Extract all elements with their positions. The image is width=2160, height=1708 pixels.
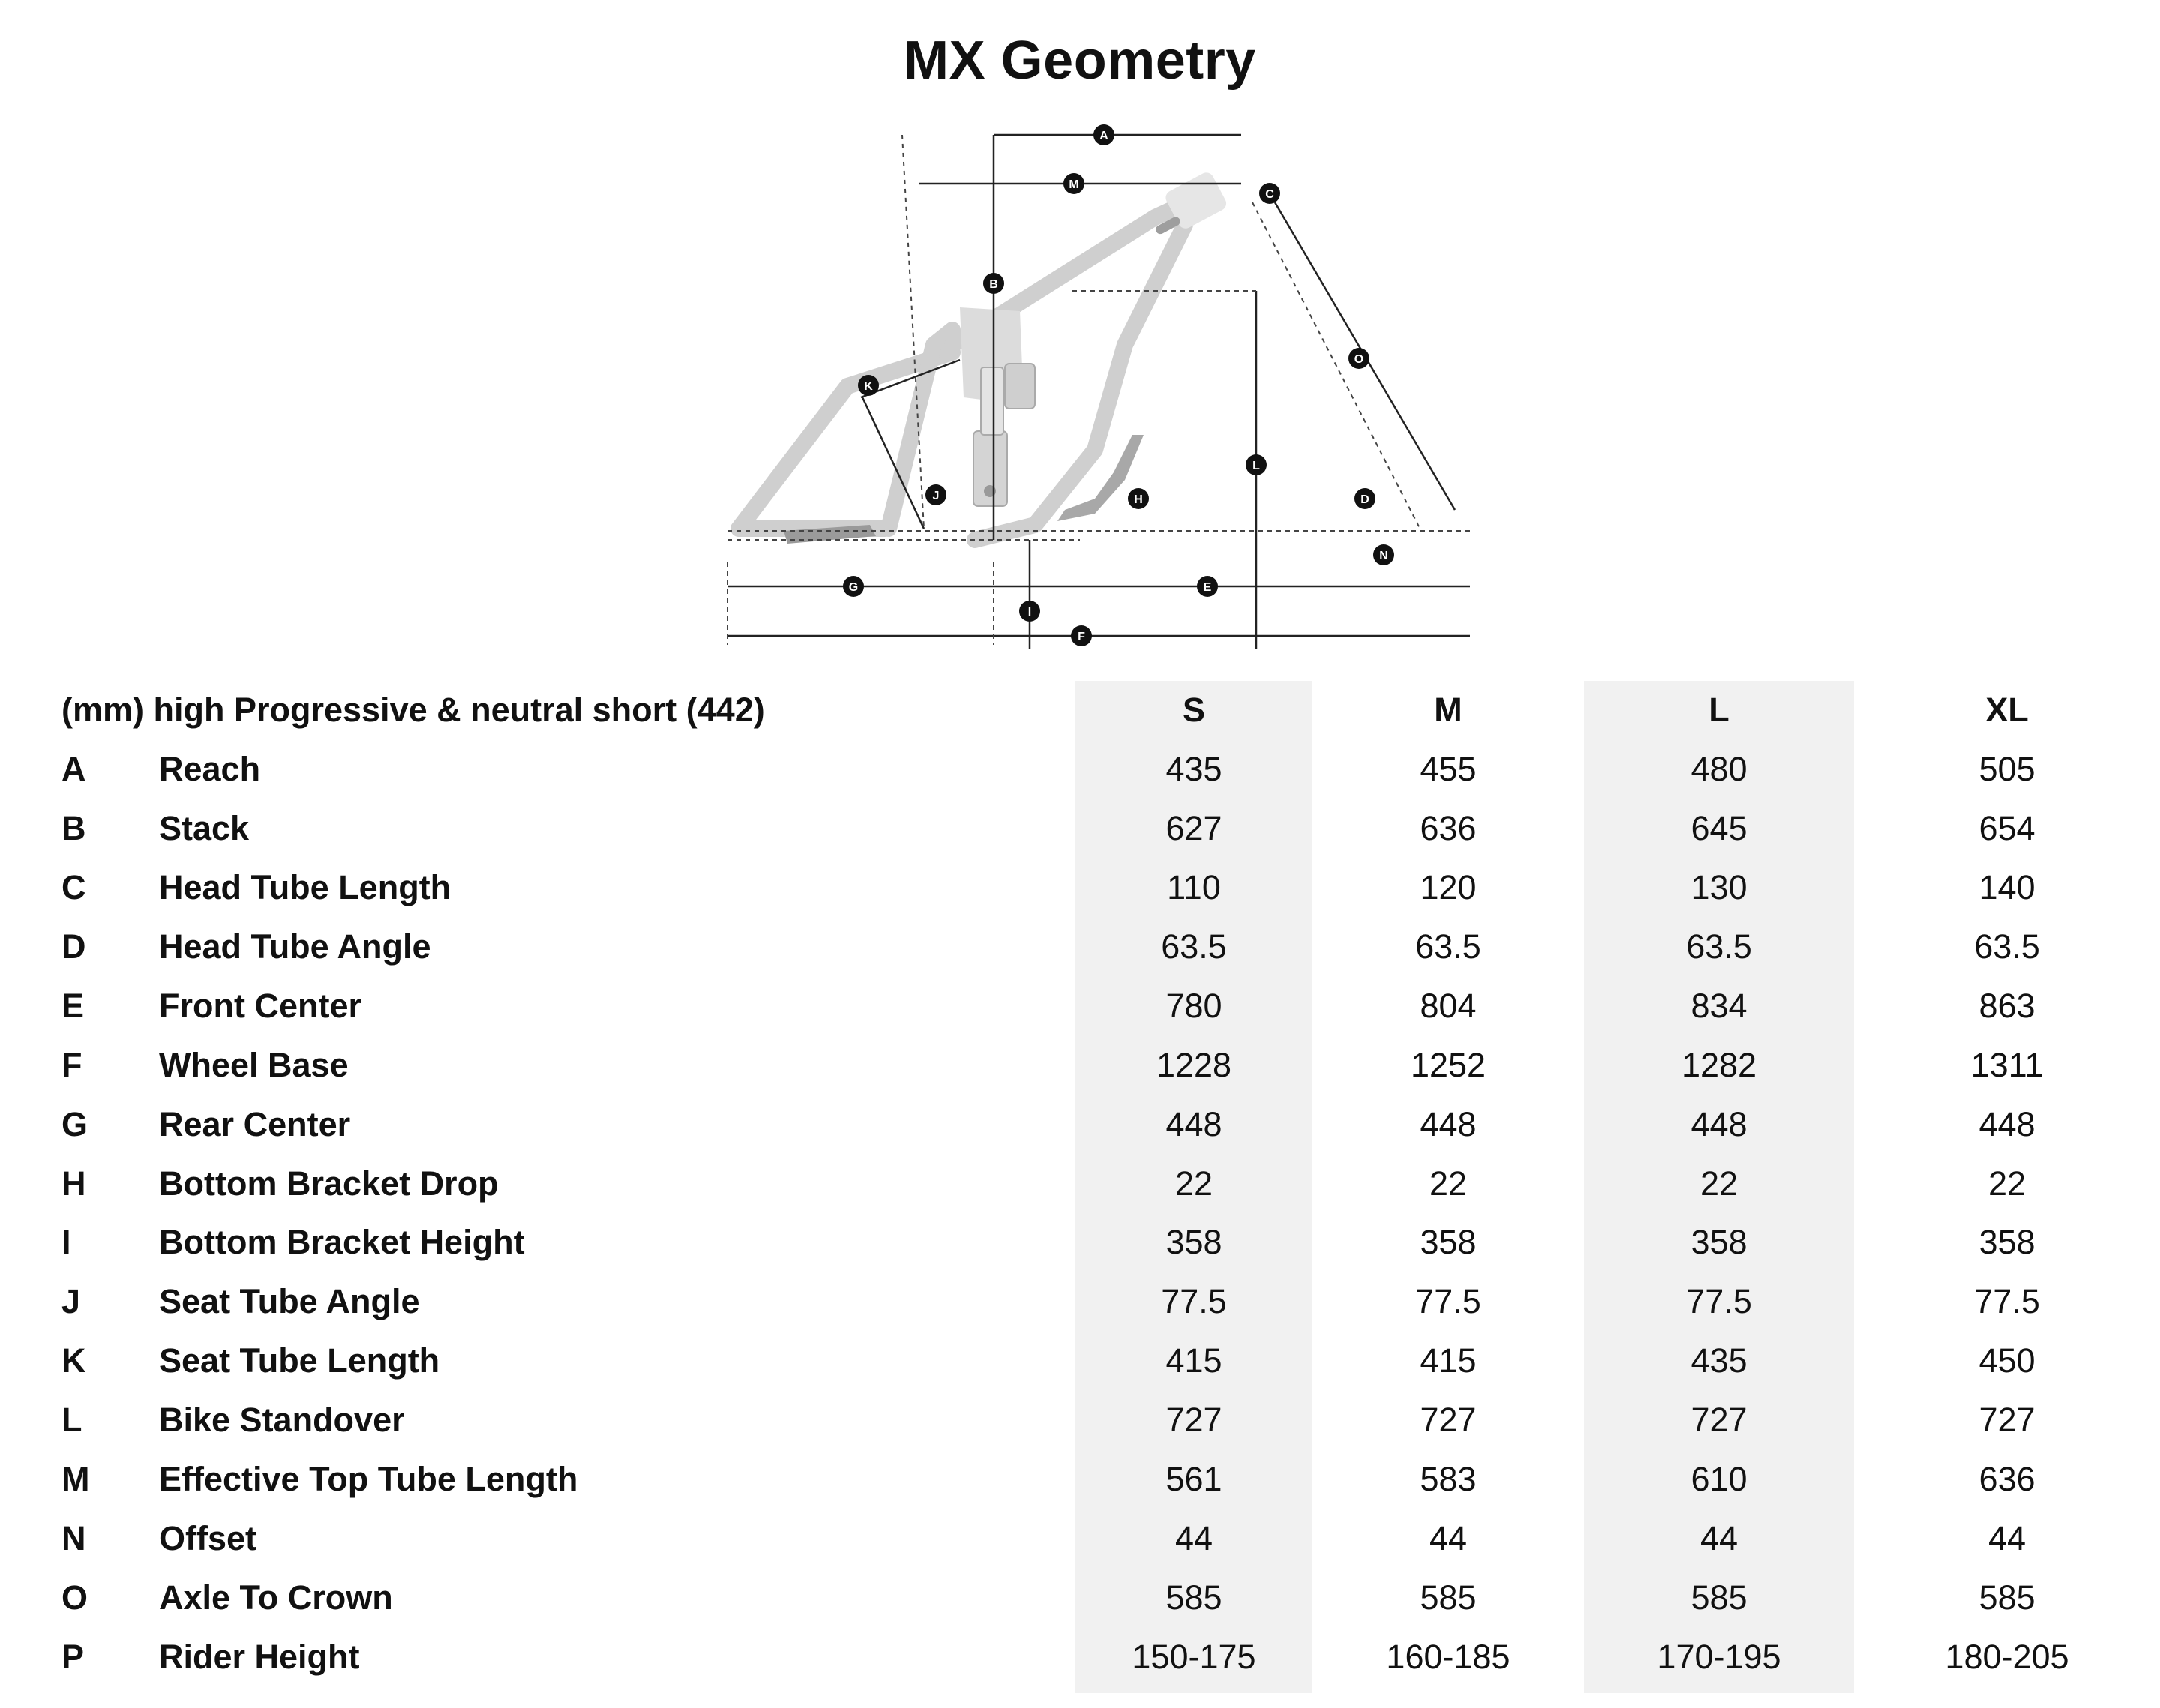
- row-letter: K: [62, 1341, 86, 1380]
- row-name: Bottom Bracket Height: [159, 1223, 525, 1262]
- marker-k: [858, 375, 879, 396]
- table-row: [0, 918, 2160, 977]
- value-l: 44: [1700, 1518, 1738, 1557]
- marker-m: [1064, 173, 1084, 194]
- value-m: 727: [1420, 1401, 1477, 1440]
- page-title: MX Geometry: [904, 31, 1256, 91]
- marker-l: [1246, 454, 1267, 475]
- value-s: 110: [1167, 868, 1221, 907]
- row-name: Wheel Base: [159, 1045, 349, 1084]
- table-row: [0, 1391, 2160, 1450]
- row-name: Bottom Bracket Drop: [159, 1164, 499, 1203]
- value-xl: 44: [1988, 1518, 2026, 1557]
- value-xl: 77.5: [1974, 1282, 2040, 1321]
- table-row: [0, 1450, 2160, 1509]
- row-name: Axle To Crown: [159, 1578, 393, 1617]
- value-l: 22: [1700, 1164, 1738, 1203]
- svg-text:D: D: [1360, 493, 1370, 506]
- value-l: 610: [1690, 1460, 1748, 1499]
- value-l: 727: [1690, 1401, 1748, 1440]
- row-letter: I: [62, 1223, 71, 1262]
- value-s: 448: [1166, 1104, 1222, 1143]
- marker-f: [1071, 625, 1092, 646]
- svg-text:B: B: [989, 278, 998, 291]
- value-xl: 63.5: [1974, 927, 2040, 966]
- marker-o: [1348, 348, 1370, 369]
- value-m: 448: [1420, 1104, 1477, 1143]
- row-letter: E: [62, 986, 85, 1025]
- svg-text:I: I: [1028, 606, 1032, 619]
- value-s: 585: [1166, 1578, 1222, 1617]
- value-xl: 358: [1978, 1223, 2036, 1262]
- value-s: 358: [1166, 1223, 1222, 1262]
- svg-text:H: H: [1134, 493, 1143, 506]
- marker-j: [926, 484, 946, 505]
- geometry-diagram: [705, 120, 1470, 660]
- row-letter: B: [62, 809, 86, 848]
- row-letter: P: [62, 1637, 85, 1676]
- value-m: 583: [1420, 1460, 1477, 1499]
- units-header: (mm) high Progressive & neutral short (442): [62, 691, 765, 730]
- value-m: 160-185: [1386, 1637, 1510, 1676]
- value-m: 1252: [1410, 1045, 1486, 1084]
- table-row: [0, 1154, 2160, 1213]
- marker-c: [1259, 183, 1280, 204]
- value-m: 455: [1420, 750, 1477, 789]
- value-l: 448: [1690, 1104, 1748, 1143]
- marker-d: [1354, 488, 1376, 509]
- svg-text:G: G: [848, 581, 859, 594]
- row-name: Rear Center: [159, 1104, 351, 1143]
- value-l: 170-195: [1657, 1637, 1781, 1676]
- table-row: [0, 799, 2160, 858]
- value-l: 63.5: [1686, 927, 1752, 966]
- table-row: [0, 1213, 2160, 1272]
- value-l: 645: [1690, 809, 1748, 848]
- table-row: [0, 1035, 2160, 1095]
- row-letter: H: [62, 1164, 86, 1203]
- row-name: Stack: [159, 809, 250, 848]
- table-row: [0, 1332, 2160, 1391]
- row-letter: D: [62, 927, 86, 966]
- row-name: Bike Standover: [159, 1401, 405, 1440]
- svg-text:A: A: [1100, 130, 1108, 142]
- value-s: 780: [1166, 986, 1222, 1025]
- value-xl: 1311: [1970, 1045, 2044, 1084]
- value-s: 561: [1166, 1460, 1222, 1499]
- svg-text:M: M: [1069, 178, 1079, 191]
- svg-text:N: N: [1379, 550, 1388, 562]
- shock-absorber: [974, 364, 1035, 506]
- row-letter: C: [62, 868, 86, 907]
- row-name: Front Center: [159, 986, 362, 1025]
- table-header-row: [0, 681, 2160, 740]
- value-l: 435: [1690, 1341, 1748, 1380]
- row-letter: F: [62, 1045, 82, 1084]
- svg-text:E: E: [1203, 581, 1212, 594]
- value-xl: 448: [1978, 1104, 2036, 1143]
- svg-text:K: K: [864, 380, 873, 393]
- value-s: 44: [1174, 1518, 1214, 1557]
- marker-a: [1094, 124, 1114, 145]
- row-name: Seat Tube Length: [159, 1341, 440, 1380]
- table-row: [0, 858, 2160, 918]
- value-xl: 22: [1988, 1164, 2026, 1203]
- value-s: 627: [1166, 809, 1222, 848]
- value-l: 130: [1690, 868, 1748, 907]
- value-m: 585: [1420, 1578, 1477, 1617]
- value-m: 636: [1420, 809, 1477, 848]
- value-m: 804: [1420, 986, 1477, 1025]
- row-letter: J: [62, 1282, 81, 1321]
- value-xl: 863: [1978, 986, 2036, 1025]
- value-xl: 180-205: [1945, 1637, 2069, 1676]
- table-row: [0, 740, 2160, 799]
- value-s: 727: [1166, 1401, 1222, 1440]
- table-row: [0, 1568, 2160, 1627]
- value-xl: 585: [1978, 1578, 2036, 1617]
- marker-h: [1128, 488, 1149, 509]
- value-l: 834: [1690, 986, 1748, 1025]
- row-letter: G: [62, 1104, 88, 1143]
- value-l: 480: [1690, 750, 1748, 789]
- table-row: [0, 976, 2160, 1035]
- value-l: 77.5: [1686, 1282, 1752, 1321]
- table-row: [0, 1509, 2160, 1568]
- value-m: 415: [1420, 1341, 1477, 1380]
- row-name: Head Tube Length: [159, 868, 452, 907]
- row-letter: M: [62, 1460, 90, 1499]
- value-m: 358: [1420, 1223, 1477, 1262]
- row-name: Seat Tube Angle: [159, 1282, 420, 1321]
- value-l: 1282: [1681, 1045, 1757, 1084]
- svg-text:L: L: [1252, 460, 1260, 472]
- value-s: 435: [1166, 750, 1222, 789]
- svg-text:O: O: [1354, 353, 1364, 366]
- value-s: 63.5: [1161, 927, 1227, 966]
- size-header-xl: XL: [1985, 691, 2029, 730]
- geometry-table: [0, 681, 2160, 1686]
- table-row: [0, 1095, 2160, 1154]
- value-l: 585: [1690, 1578, 1748, 1617]
- row-letter: O: [62, 1578, 88, 1617]
- value-s: 415: [1166, 1341, 1222, 1380]
- size-header-l: L: [1708, 691, 1730, 730]
- marker-i: [1019, 601, 1040, 622]
- value-s: 22: [1174, 1164, 1214, 1203]
- value-l: 358: [1690, 1223, 1748, 1262]
- row-letter: N: [62, 1518, 86, 1557]
- value-xl: 450: [1978, 1341, 2036, 1380]
- svg-text:F: F: [1078, 631, 1085, 643]
- value-m: 120: [1420, 868, 1477, 907]
- marker-n: [1373, 544, 1394, 565]
- row-letter: L: [62, 1401, 82, 1440]
- value-xl: 140: [1978, 868, 2036, 907]
- value-m: 63.5: [1415, 927, 1481, 966]
- value-s: 1228: [1156, 1045, 1232, 1084]
- value-m: 22: [1429, 1164, 1468, 1203]
- value-xl: 654: [1978, 809, 2036, 848]
- value-s: 150-175: [1132, 1637, 1256, 1676]
- svg-text:C: C: [1265, 188, 1274, 201]
- value-m: 77.5: [1415, 1282, 1481, 1321]
- marker-g: [843, 576, 864, 597]
- value-s: 77.5: [1161, 1282, 1227, 1321]
- size-header-s: S: [1182, 691, 1205, 730]
- size-header-m: M: [1434, 691, 1462, 730]
- marker-e: [1197, 576, 1218, 597]
- row-name: Effective Top Tube Length: [159, 1460, 578, 1499]
- row-name: Reach: [159, 750, 261, 789]
- row-name: Offset: [159, 1518, 257, 1557]
- row-name: Head Tube Angle: [159, 927, 431, 966]
- marker-b: [983, 273, 1004, 294]
- table-row: [0, 1272, 2160, 1332]
- svg-text:J: J: [932, 490, 940, 502]
- value-xl: 727: [1978, 1401, 2036, 1440]
- value-xl: 636: [1978, 1460, 2036, 1499]
- value-m: 44: [1429, 1518, 1468, 1557]
- row-letter: A: [62, 750, 86, 789]
- row-name: Rider Height: [159, 1637, 360, 1676]
- table-row: [0, 1627, 2160, 1686]
- value-xl: 505: [1978, 750, 2036, 789]
